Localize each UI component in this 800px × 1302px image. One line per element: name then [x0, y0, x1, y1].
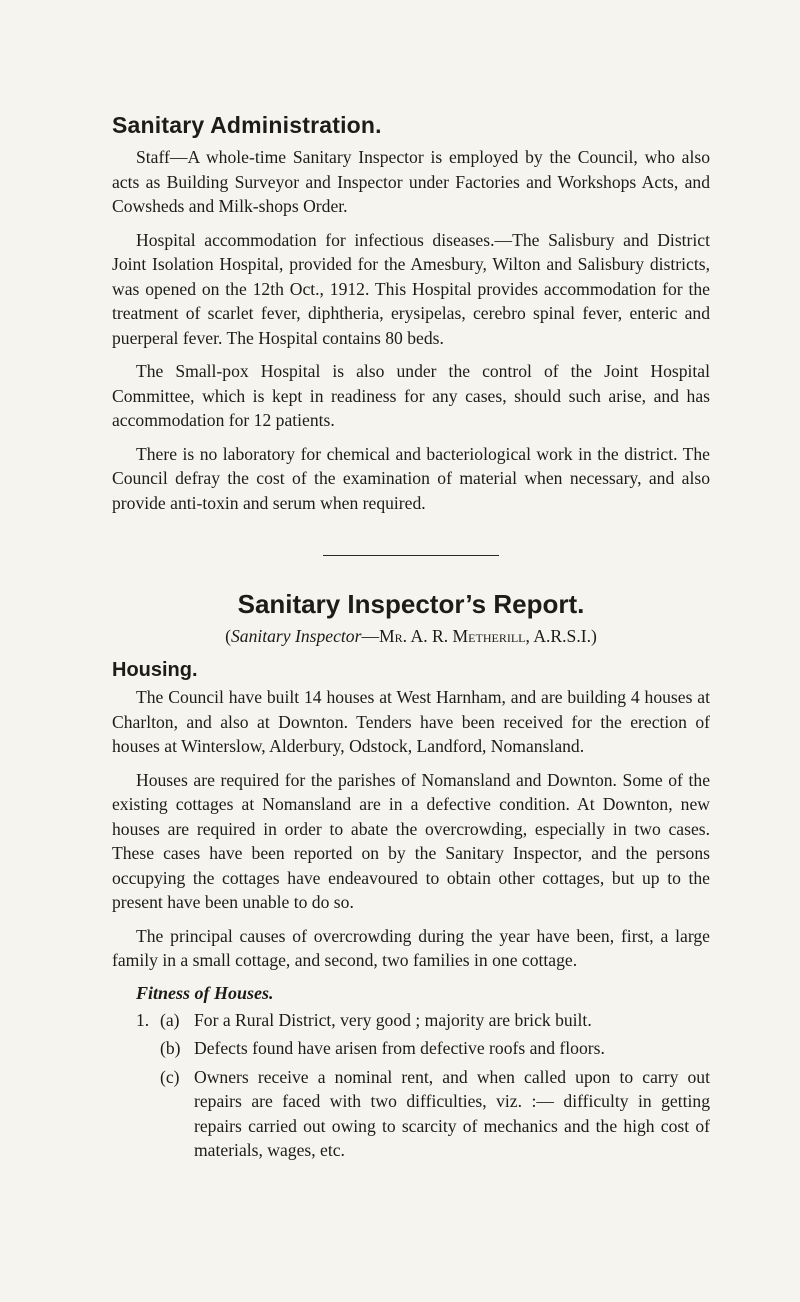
item-letter: (b) [160, 1038, 181, 1058]
inspector-name: Mr. A. R. Metherill, A.R.S.I. [379, 626, 592, 646]
paragraph-houses-built: The Council have built 14 houses at West Harnham, and are building 4 houses at Charlton, and also at Downton. Tenders have been received for the erection of houses at Winterslow, Alderbury, Odstock, Landford, Nomansland. [112, 687, 710, 756]
list-item [112, 1065, 710, 1163]
paragraph-hospital-accommodation: Hospital accommodation for infectious diseases.—The Salisbury and District Joint Isolation Hospital, provided for the Amesbury, Wilton and Salisbury districts, was opened on the 12th Oct., 1912. This Hospital provides accommodation for the treatment of scarlet fever, diphtheria, erysipelas, cerebro spinal fever, enteric and puerperal fever. The Hospital contains 80 beds. [112, 229, 710, 348]
item-letter: (a) [160, 1009, 180, 1030]
item-number: 1. [136, 1009, 150, 1030]
fitness-of-houses-heading: Fitness of Houses. [136, 982, 274, 1003]
paragraph-laboratory: There is no laboratory for chemical and bacteriological work in the district. The Council defray the cost of the examination of material when necessary, and also provide anti-toxin and serum when required. [112, 443, 710, 513]
paragraph-smallpox-hospital: The Small-pox Hospital is also under the control of the Joint Hospital Committee, which is kept in readiness for any cases, should such arise, and has accommodation for 12 patients. [112, 361, 710, 430]
report-title: Sanitary Inspector’s Report. [237, 589, 585, 619]
divider-line [323, 555, 499, 556]
paragraph-houses-required: Houses are required for the parishes of Nomansland and Downton. Some of the existing cottages at Nomansland are in a defective condition. At Downton, new houses are required in order to abate the overcrowding, especially in two cases. These cases have been reported on by the Sanitary Inspector, and the persons occupying the cottages have endeavoured to obtain other cottages, but up to the present have been unable to do so. [112, 769, 710, 912]
page-content [112, 112, 710, 1167]
inspector-dash: — [361, 626, 380, 646]
paragraph-overcrowding-causes: The principal causes of overcrowding during the year have been, first, a large family in a small cottage, and second, two families in one cottage. [112, 925, 710, 970]
inspector-role: Sanitary Inspector [230, 626, 362, 646]
fitness-list [112, 1008, 710, 1163]
section-divider [112, 543, 710, 561]
paragraph-staff: Staff—A whole-time Sanitary Inspector is employed by the Council, who also acts as Building Surveyor and Inspector under Factories and Workshops Acts, and Cowsheds and Milk-shops Order. [112, 147, 710, 216]
inspector-close-paren: ) [591, 626, 597, 646]
list-item [112, 1036, 710, 1061]
item-text: Owners receive a nominal rent, and when called upon to carry out repairs are faced with two difficulties, viz. :— difficulty in getting repairs carried out owing to scarcity of mechanics and the high cost of materials, wages, etc. [194, 1066, 710, 1160]
item-text: For a Rural District, very good ; majority are brick built. [194, 1009, 592, 1030]
section-title-sanitary-administration: Sanitary Administration. [112, 112, 382, 138]
list-item [112, 1008, 710, 1033]
item-letter: (c) [160, 1066, 180, 1087]
inspector-line [112, 626, 710, 647]
housing-heading: Housing. [112, 659, 198, 681]
item-text: Defects found have arisen from defective roofs and floors. [194, 1038, 605, 1058]
inspector-open-paren: ( [225, 626, 231, 646]
